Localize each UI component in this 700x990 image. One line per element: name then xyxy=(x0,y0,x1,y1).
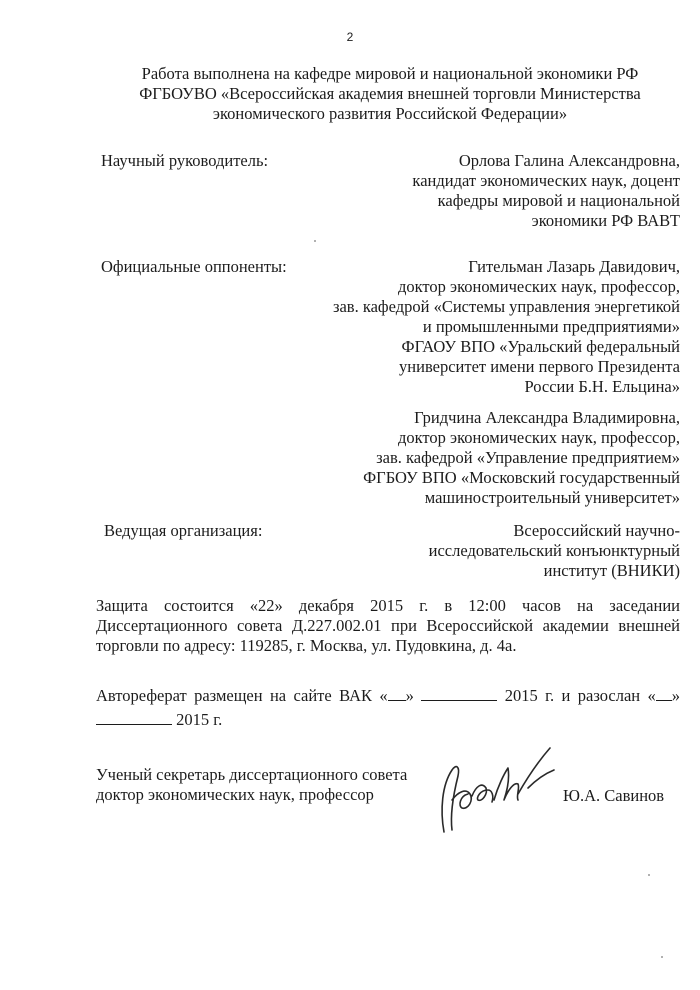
day-blank xyxy=(656,686,672,701)
secretary-name: Ю.А. Савинов xyxy=(563,786,665,805)
advisor-label: Научный руководитель: xyxy=(101,151,269,170)
opponent-first-line: Гительман Лазарь Давидович, xyxy=(468,257,680,276)
abstract-year-end: 2015 г. xyxy=(176,710,223,729)
advisor-line: Орлова Галина Александровна, xyxy=(458,151,680,170)
opponent-first xyxy=(300,257,680,397)
abstract-notice xyxy=(96,686,680,706)
opponent-first-line: зав. кафедрой «Системы управления энергетикой xyxy=(332,297,680,316)
secretary-title xyxy=(96,765,407,805)
signature-image xyxy=(432,730,562,840)
header xyxy=(130,64,650,124)
opponent-first-line: доктор экономических наук, профессор, xyxy=(397,277,680,296)
quote-open: « xyxy=(647,686,656,705)
opponents-label: Официальные оппоненты: xyxy=(101,257,287,276)
quote-close: » xyxy=(405,686,414,705)
header-line-1: Работа выполнена на кафедре мировой и национальной экономики РФ xyxy=(141,64,639,83)
opponent-first-line: ФГАОУ ВПО «Уральский федеральный xyxy=(401,337,680,356)
header-line-2: ФГБОУВО «Всероссийская академия внешней торговли Министерства xyxy=(139,84,641,103)
advisor-line: кандидат экономических наук, доцент xyxy=(412,171,680,190)
secretary-line: доктор экономических наук, профессор xyxy=(96,785,374,804)
lead-organization-line: институт (ВНИКИ) xyxy=(543,561,680,580)
lead-organization-line: Всероссийский научно- xyxy=(513,521,680,540)
opponent-second xyxy=(300,408,680,508)
opponent-second-line: машиностроительный университет» xyxy=(424,488,680,507)
advisor-details xyxy=(380,151,680,231)
opponent-second-line: зав. кафедрой «Управление предприятием» xyxy=(376,448,680,467)
scan-speck xyxy=(648,874,650,876)
advisor-line: кафедры мировой и национальной xyxy=(437,191,680,210)
day-blank xyxy=(388,686,406,701)
opponent-first-line: университет имени первого Президента xyxy=(399,357,680,376)
opponent-second-line: доктор экономических наук, профессор, xyxy=(397,428,680,447)
month-blank xyxy=(421,686,497,701)
defense-paragraph xyxy=(96,596,680,656)
lead-organization-line: исследовательский конъюнктурный xyxy=(428,541,680,560)
defense-line: Защита состоится «22» декабря 2015 г. в 12:00 часов на заседании xyxy=(96,596,680,615)
scan-speck xyxy=(314,240,316,242)
abstract-year-mid: 2015 г. и разослан xyxy=(504,686,641,705)
quote-open: « xyxy=(379,686,388,705)
header-line-3: экономического развития Российской Федерации» xyxy=(212,104,568,123)
scan-speck xyxy=(661,956,663,958)
opponent-first-line: России Б.Н. Ельцина» xyxy=(524,377,680,396)
page-number: 2 xyxy=(346,30,354,44)
defense-line: торговли по адресу: 119285, г. Москва, ул. Пудовкина, д. 4а. xyxy=(96,636,517,655)
abstract-notice-cont xyxy=(96,710,222,730)
abstract-prefix: Автореферат размещен на сайте ВАК xyxy=(96,686,372,705)
month-blank xyxy=(96,710,172,725)
advisor-line: экономики РФ ВАВТ xyxy=(531,211,680,230)
quote-close: » xyxy=(671,686,681,705)
opponent-second-line: ФГБОУ ВПО «Московский государственный xyxy=(363,468,680,487)
lead-organization-label: Ведущая организация: xyxy=(104,521,263,540)
defense-line: Диссертационного совета Д.227.002.01 при Всероссийской академии внешней xyxy=(96,616,680,635)
opponent-first-line: и промышленными предприятиями» xyxy=(422,317,680,336)
opponent-second-line: Гридчина Александра Владимировна, xyxy=(414,408,680,427)
secretary-line: Ученый секретарь диссертационного совета xyxy=(96,765,408,784)
lead-organization xyxy=(380,521,680,581)
